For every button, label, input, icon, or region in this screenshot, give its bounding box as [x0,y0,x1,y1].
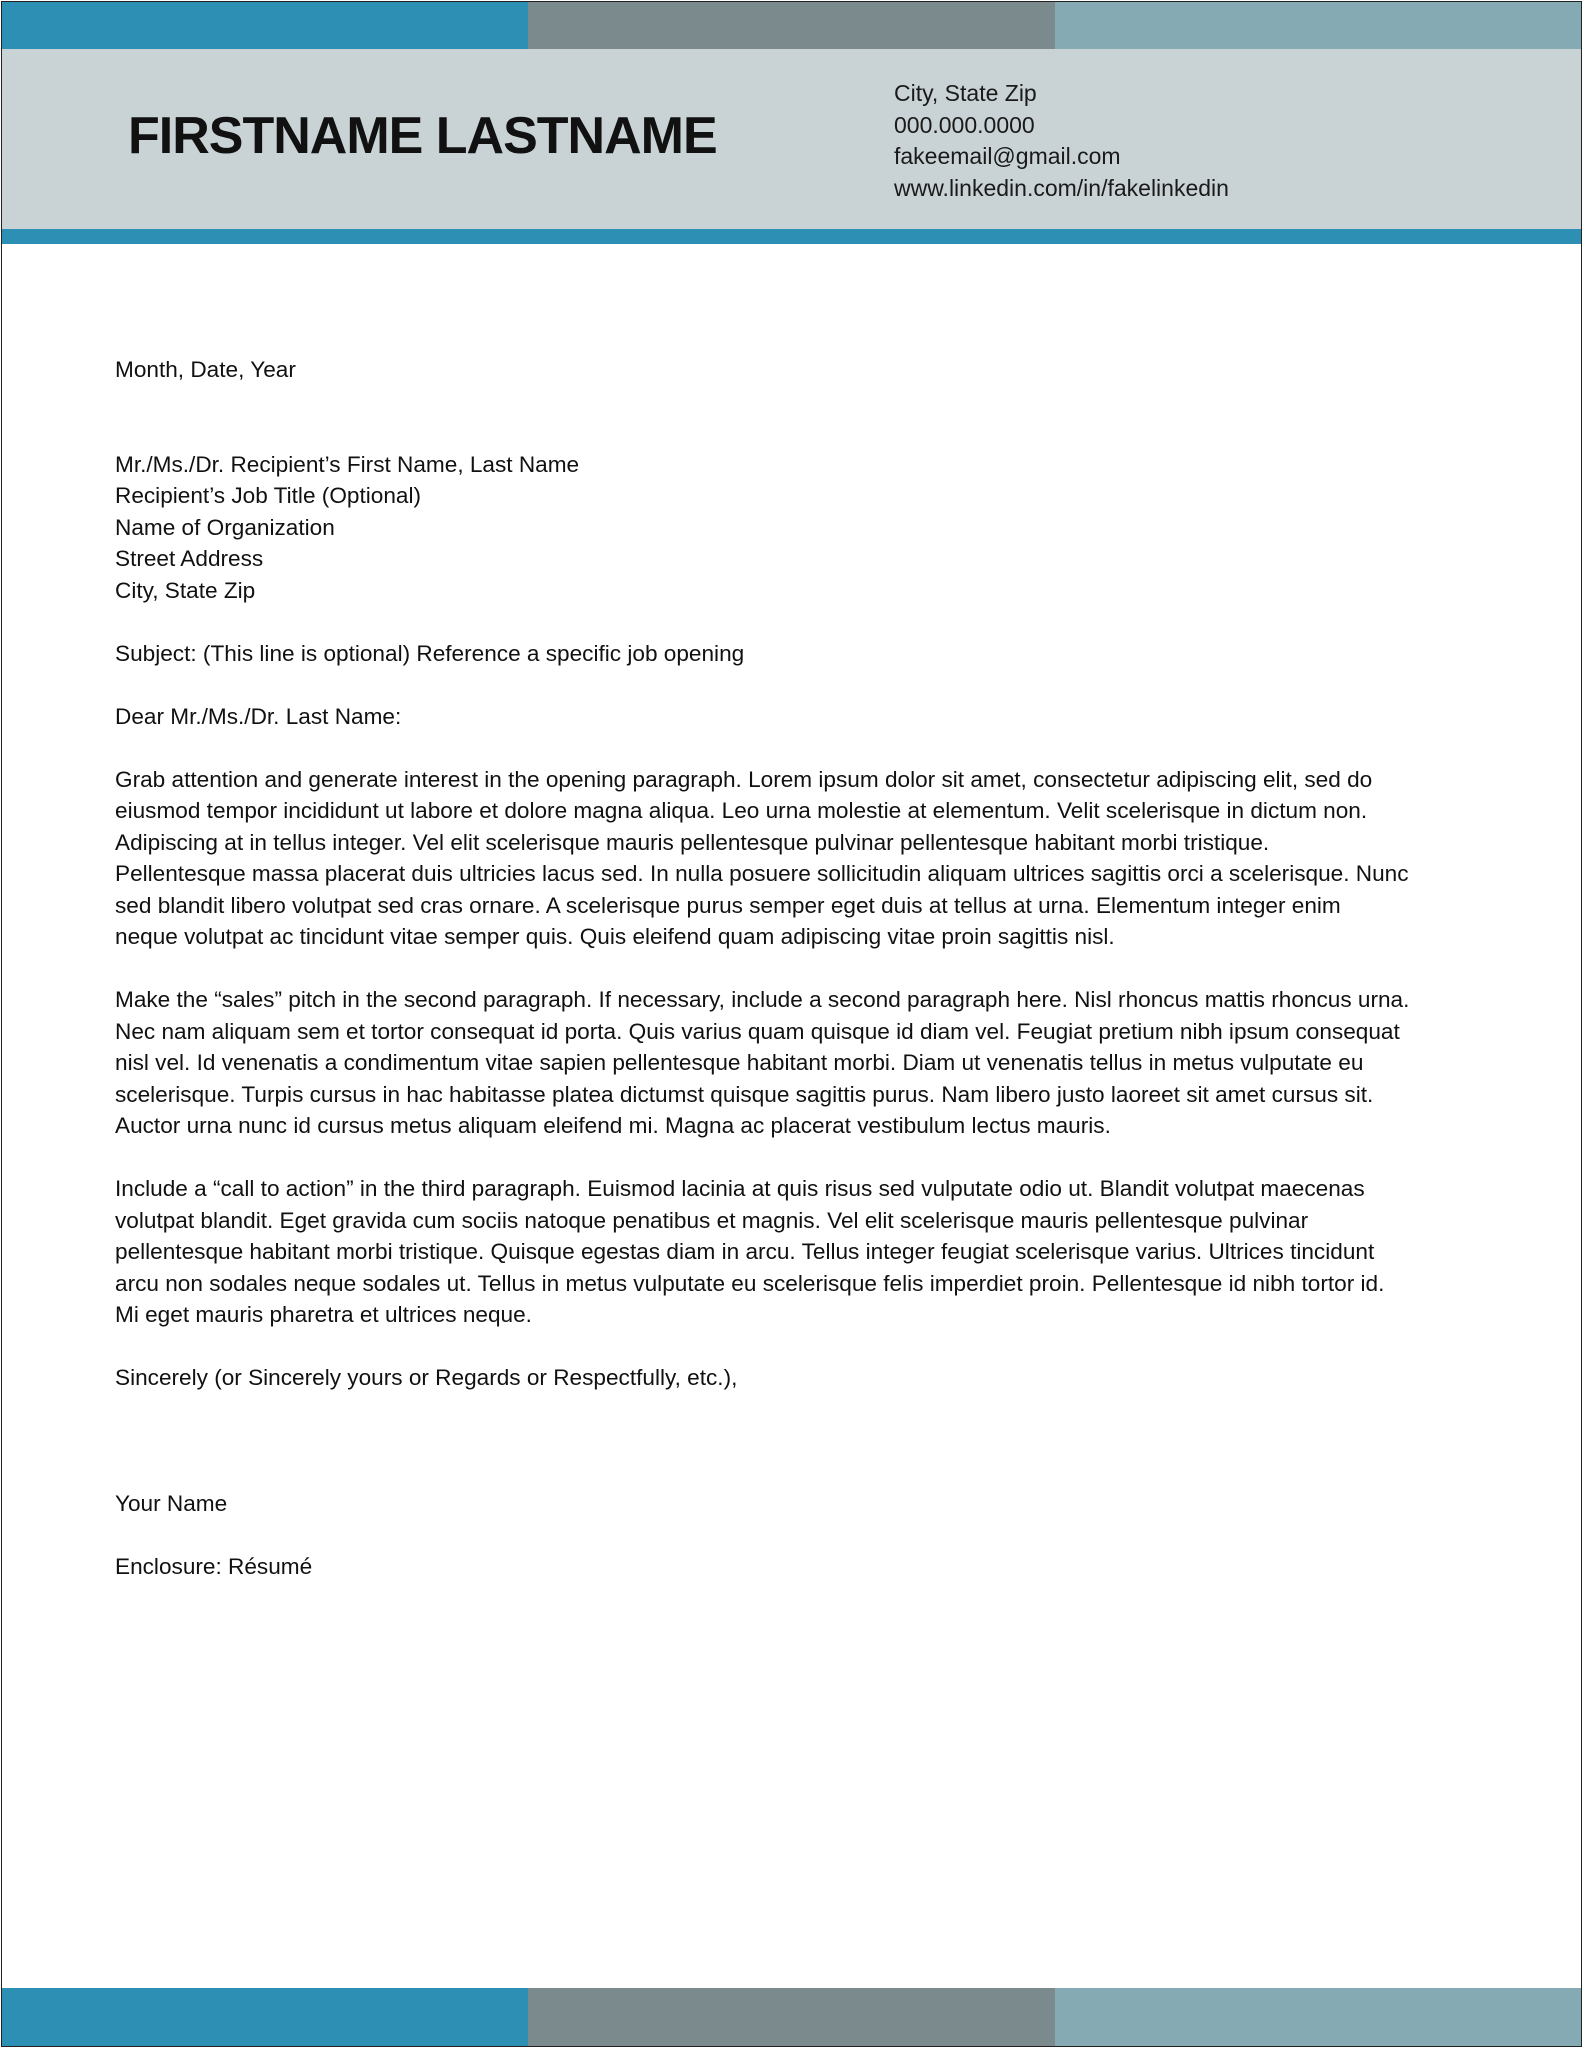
paragraph-line: Adipiscing at in tellus integer. Vel elit scelerisque mauris pellentesque pulvinar pellentesque habitant morbi tristique. [115,829,1270,855]
paragraph-line: volutpat blandit. Eget gravida cum sociis natoque penatibus et magnis. Vel elit scelerisque mauris pellentesque pulvinar [115,1207,1309,1233]
recipient-job-title: Recipient’s Job Title (Optional) [115,483,421,508]
body-paragraph-pitch [115,984,1480,1142]
contact-linkedin: www.linkedin.com/in/fakelinkedin [894,174,1229,201]
subject-line: Subject: (This line is optional) Reference a specific job opening [115,640,745,666]
spacer [115,1457,1480,1489]
letter-page [1,1,1582,2047]
bottom-bar-slate-segment [528,1988,1054,2046]
recipient-street: Street Address [115,546,264,571]
applicant-name: FIRSTNAME LASTNAME [128,107,717,165]
spacer [115,1331,1480,1363]
paragraph-line: Grab attention and generate interest in the opening paragraph. Lorem ipsum dolor sit amet, consectetur adipiscing elit, sed do [115,766,1373,792]
paragraph-line: arcu non sodales neque sodales ut. Tellus in metus vulputate eu scelerisque felis imperdiet proin. Pellentesque id nibh tortor id. [115,1270,1385,1296]
paragraph-line: Make the “sales” pitch in the second paragraph. If necessary, include a second paragraph here. Nisl rhoncus mattis rhoncus urna. [115,987,1410,1012]
salutation: Dear Mr./Ms./Dr. Last Name: [115,703,402,729]
top-bar-blue-segment [2,2,528,49]
recipient-name: Mr./Ms./Dr. Recipient’s First Name, Last Name [115,451,580,477]
paragraph-line: Include a “call to action” in the third paragraph. Euismod lacinia at quis risus sed vulputate odio ut. Blandit volutpat maecenas [115,1176,1365,1201]
spacer [115,1394,1480,1426]
body-paragraph-call-to-action [115,1173,1480,1331]
contact-info [894,78,1229,204]
body-paragraph-opening [115,764,1480,953]
spacer [115,417,1480,449]
paragraph-line: Nec nam aliquam sem et tortor consequat id porta. Quis varius quam quisque id diam vel. Feugiat pretium nibh ipsum consequat [115,1018,1400,1044]
top-bar-slate-segment [528,2,1054,49]
spacer [115,386,1480,418]
paragraph-line: sed blandit libero volutpat sed cras ornare. A scelerisque purus semper eget duis at tellus at urna. Elementum integer enim [115,892,1341,918]
spacer [115,1142,1480,1174]
paragraph-line: Auctor urna nunc id cursus metus aliquam eleifend mi. Magna ac placerat vestibulum lectus mauris. [115,1113,1111,1138]
recipient-organization: Name of Organization [115,514,335,540]
spacer [115,732,1480,764]
spacer [115,1520,1480,1552]
recipient-city-state-zip: City, State Zip [115,577,256,603]
top-color-bar [2,2,1581,49]
paragraph-line: eiusmod tempor incididunt ut labore et dolore magna aliqua. Leo urna molestie at elementum. Velit scelerisque in dictum non. [115,798,1368,823]
spacer [115,669,1480,701]
header-rule [2,229,1581,244]
paragraph-line: Mi eget mauris pharetra et ultrices neque. [115,1302,532,1327]
bottom-bar-blue-segment [2,1988,528,2046]
signature-name: Your Name [115,1491,228,1516]
closing: Sincerely (or Sincerely yours or Regards or Respectfully, etc.), [115,1365,738,1390]
bottom-bar-teal-segment [1055,1988,1581,2046]
bottom-color-bar [2,1988,1581,2046]
paragraph-line: nisl vel. Id venenatis a condimentum vitae sapien pellentesque habitant morbi. Diam ut venenatis tellus in metus vulputate eu [115,1050,1364,1075]
spacer [115,606,1480,638]
spacer [115,1425,1480,1457]
contact-phone: 000.000.0000 [894,111,1035,138]
recipient-address-block [115,449,1480,607]
contact-city-state-zip: City, State Zip [894,80,1037,106]
letter-body [115,354,1480,1583]
letter-date: Month, Date, Year [115,357,296,382]
paragraph-line: pellentesque habitant morbi tristique. Quisque egestas diam in arcu. Tellus integer feugiat scelerisque varius. Ultrices tincidunt [115,1239,1375,1264]
top-bar-teal-segment [1055,2,1581,49]
spacer [115,953,1480,985]
enclosure-note: Enclosure: Résumé [115,1554,313,1579]
paragraph-line: scelerisque. Turpis cursus in hac habitasse platea dictumst quisque sagittis purus. Nam libero justo laoreet sit amet cursus sit. [115,1081,1374,1107]
contact-email: fakeemail@gmail.com [894,143,1121,169]
paragraph-line: Pellentesque massa placerat duis ultricies lacus sed. In nulla posuere sollicitudin aliquam ultrices sagittis orci a scelerisque. Nunc [115,861,1409,886]
paragraph-line: neque volutpat ac tincidunt vitae semper quis. Quis eleifend quam adipiscing vitae proin sagittis nisl. [115,924,1115,949]
